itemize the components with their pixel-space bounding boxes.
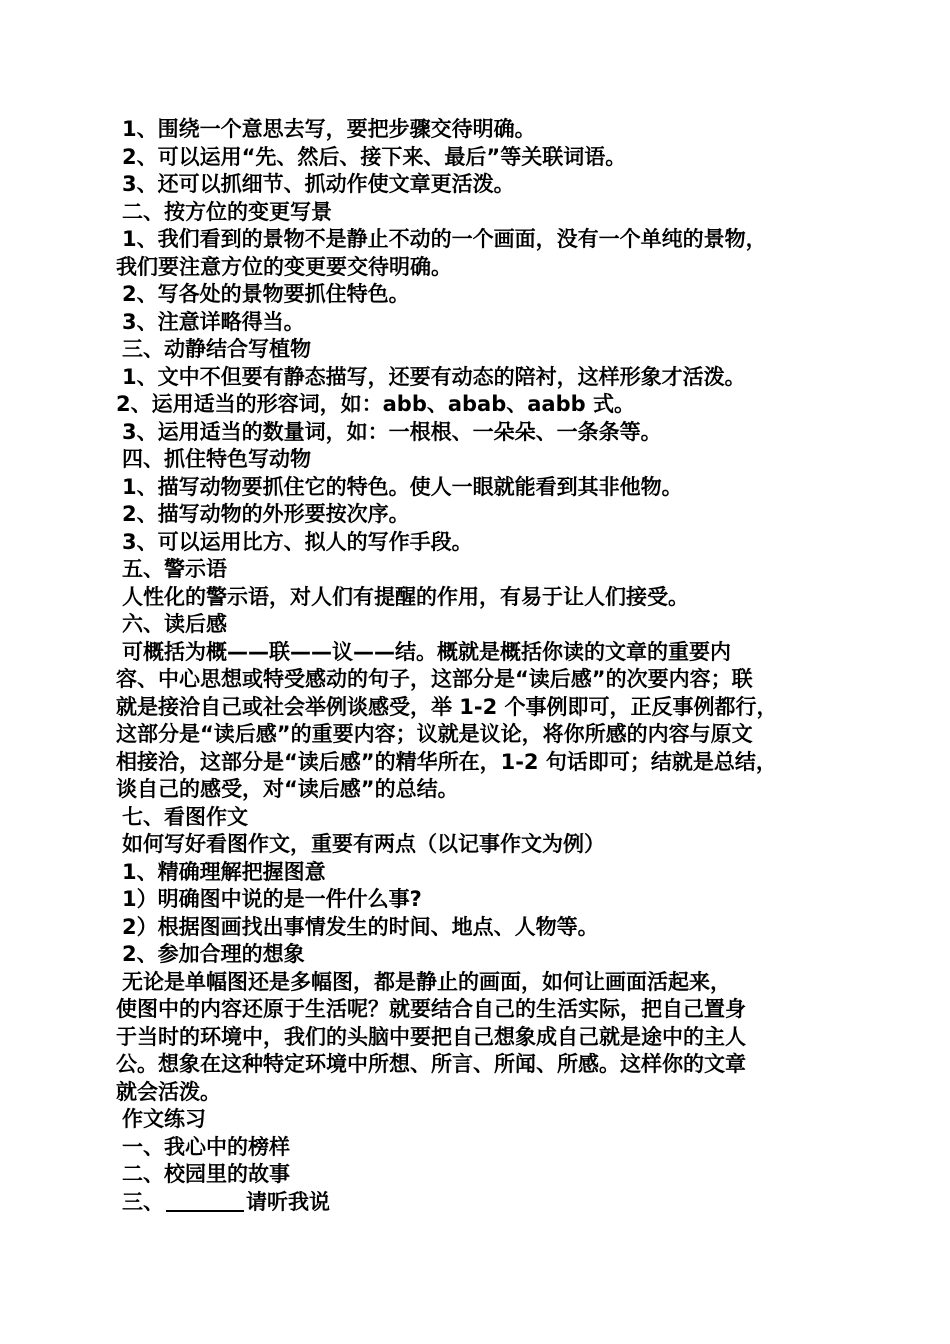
document-body (116, 116, 846, 1216)
line-suffix: 请听我说 (246, 1189, 330, 1214)
section-heading: 六、读后感 (122, 612, 227, 636)
text-line: 一、我心中的榜样 (122, 1134, 290, 1159)
text-line: 于当时的环境中，我们的头脑中要把自己想象成自己就是途中的主人 (116, 1024, 746, 1049)
text-line: 1、我们看到的景物不是静止不动的一个画面，没有一个单纯的景物， (122, 227, 767, 251)
section-heading: 二、按方位的变更写景 (122, 199, 332, 224)
text-line: 无论是单幅图还是多幅图，都是静止的画面，如何让画面活起来， (122, 969, 731, 994)
text-line: 1）明确图中说的是一件什么事? (122, 887, 422, 911)
text-line: 3、注意详略得当。 (122, 309, 305, 334)
text-line: 2）根据图画找出事情发生的时间、地点、人物等。 (122, 914, 599, 939)
text-line: 1、精确理解把握图意 (122, 859, 326, 884)
text-line: 谈自己的感受，对“读后感”的总结。 (116, 777, 459, 801)
text-line: 这部分是“读后感”的重要内容；议就是议论，将你所感的内容与原文 (116, 722, 753, 746)
text-line: 2、写各处的景物要抓住特色。 (122, 282, 410, 306)
text-line: 3、可以运用比方、拟人的写作手段。 (122, 529, 473, 554)
section-heading: 七、看图作文 (122, 804, 248, 829)
text-line: 1、文中不但要有静态描写，还要有动态的陪衬，这样形象才活泼。 (122, 364, 746, 389)
text-line: 3、还可以抓细节、抓动作使文章更活泼。 (122, 172, 515, 196)
text-line: 二、校园里的故事 (122, 1162, 290, 1186)
text-line: 2、参加合理的想象 (122, 942, 305, 966)
text-line: 2、描写动物的外形要按次序。 (122, 502, 410, 526)
text-line: 相接洽，这部分是“读后感”的精华所在，1-2 句话即可；结就是总结， (116, 749, 777, 774)
text-line: 我们要注意方位的变更要交待明确。 (116, 254, 452, 279)
section-heading: 作文练习 (122, 1107, 206, 1131)
text-line: 使图中的内容还原于生活呢？就要结合自己的生活实际，把自己置身 (116, 997, 746, 1021)
text-line: 公。想象在这种特定环境中所想、所言、所闻、所感。这样你的文章 (116, 1052, 746, 1076)
text-line: 1、围绕一个意思去写，要把步骤交待明确。 (122, 117, 536, 141)
section-heading: 四、抓住特色写动物 (122, 447, 311, 471)
text-line: 就是接洽自己或社会举例谈感受，举 1-2 个事例即可，正反事例都行， (116, 694, 778, 719)
text-line: 如何写好看图作文，重要有两点（以记事作文为例） (122, 832, 605, 856)
text-line: 2、可以运用“先、然后、接下来、最后”等关联词语。 (122, 144, 627, 169)
fill-in-blank (166, 1210, 244, 1212)
text-line-with-blank (116, 1189, 846, 1217)
text-line: 人性化的警示语，对人们有提醒的作用，有易于让人们接受。 (122, 584, 689, 609)
text-line: 2、运用适当的形容词，如：abb、abab、aabb 式。 (116, 392, 635, 416)
section-heading: 三、动静结合写植物 (122, 337, 311, 361)
text-line: 可概括为概——联——议——结。概就是概括你读的文章的重要内 (122, 639, 731, 664)
section-heading: 五、警示语 (122, 557, 227, 581)
text-line: 1、描写动物要抓住它的特色。使人一眼就能看到其非他物。 (122, 474, 683, 499)
line-prefix: 三、 (122, 1189, 164, 1214)
text-line: 3、运用适当的数量词，如：一根根、一朵朵、一条条等。 (122, 419, 662, 444)
text-line: 就会活泼。 (116, 1079, 221, 1104)
text-line: 容、中心思想或特受感动的句子，这部分是“读后感”的次要内容；联 (116, 667, 753, 691)
